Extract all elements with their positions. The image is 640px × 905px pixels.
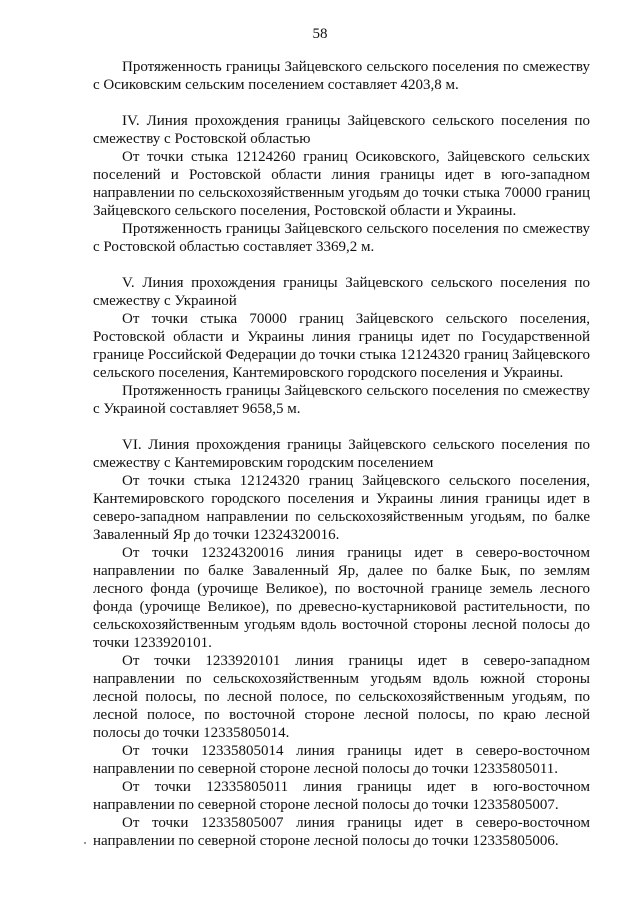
paragraph-section-iv-route: От точки стыка 12124260 границ Осиковского, Зайцевского сельских поселений и Ростовской области линия границы идет в юго-западном направлении по сельскохозяйственным угодьям до точки стыка 70000 границ Зайцевского сельского поселения, Ростовской области и Украины. <box>93 149 590 219</box>
paragraph-section-vi-route-2: От точки 12324320016 линия границы идет в северо-восточном направлении по балке Заваленный Яр, далее по балке Бык, по землям лесного фонда (урочище Великое), по восточной границе земель лесного фонда (урочище Великое), по древесно-кустарниковой растительности, по сельскохозяйственным угодьям вдоль восточной стороны лесной полосы до точки 1233920101. <box>93 545 590 651</box>
paragraph-section-vi-route-5: От точки 12335805011 линия границы идет в юго-восточном направлении по северной стороне лесной полосы до точки 12335805007. <box>93 779 590 813</box>
section-heading-iv: IV. Линия прохождения границы Зайцевского сельского поселения по смежеству с Ростовской областью <box>93 113 590 147</box>
paragraph-border-length-osikovskoe: Протяженность границы Зайцевского сельского поселения по смежеству с Осиковским сельским поселением составляет 4203,8 м. <box>93 59 590 93</box>
paragraph-section-v-route: От точки стыка 70000 границ Зайцевского сельского поселения, Ростовской области и Украины линия границы идет по Государственной границе Российской Федерации до точки стыка 12124320 границ Зайцевского сельского поселения, Кантемировского городского поселения и Украины. <box>93 311 590 381</box>
spacer <box>93 94 590 112</box>
spacer <box>93 418 590 436</box>
spacer <box>93 256 590 274</box>
scan-artifact <box>84 842 86 844</box>
paragraph-section-vi-route-3: От точки 1233920101 линия границы идет в северо-западном направлении по сельскохозяйственным угодьям вдоль южной стороны лесной полосы, по лесной полосе, по сельскохозяйственным угодьям, по лесной полосе, по восточной стороне лесной полосы, по краю лесной полосы до точки 12335805014. <box>93 653 590 741</box>
paragraph-section-vi-route-1: От точки стыка 12124320 границ Зайцевского сельского поселения, Кантемировского городского поселения и Украины линия границы идет в северо-западном направлении по сельскохозяйственным угодьям, по балке Заваленный Яр до точки 12324320016. <box>93 473 590 543</box>
paragraph-section-vi-route-4: От точки 12335805014 линия границы идет в северо-восточном направлении по северной стороне лесной полосы до точки 12335805011. <box>93 743 590 777</box>
document-body <box>93 58 590 850</box>
section-heading-vi: VI. Линия прохождения границы Зайцевского сельского поселения по смежеству с Кантемировским городским поселением <box>93 437 590 471</box>
paragraph-section-vi-route-6: От точки 12335805007 линия границы идет в северо-восточном направлении по северной стороне лесной полосы до точки 12335805006. <box>93 815 590 849</box>
paragraph-section-iv-length: Протяженность границы Зайцевского сельского поселения по смежеству с Ростовской областью составляет 3369,2 м. <box>93 221 590 255</box>
paragraph-section-v-length: Протяженность границы Зайцевского сельского поселения по смежеству с Украиной составляет 9658,5 м. <box>93 383 590 417</box>
page-number: 58 <box>312 26 328 42</box>
section-heading-v: V. Линия прохождения границы Зайцевского сельского поселения по смежеству с Украиной <box>93 275 590 309</box>
